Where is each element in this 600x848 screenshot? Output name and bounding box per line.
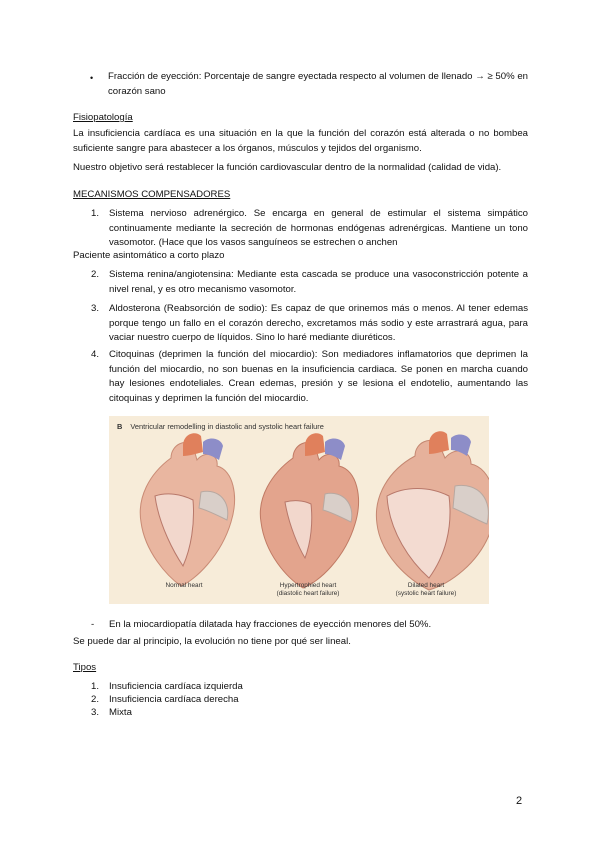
hearts-illustration (109, 416, 489, 604)
mecanismo-item-4: Citoquinas (deprimen la función del miocardio): Son mediadores inflamatorios que deprimen la función del miocardio, no son buenas en la insuficiencia cardiaca. Se ponen en marcha cuando hay lesiones endoteliales. Crean edemas, presión y se lesiona el endotelio, aumentando las citoquinas y deprimen la función del miocardio. (109, 349, 528, 404)
list-number: 1. (91, 208, 100, 219)
caption-line: (systolic heart failure) (395, 590, 457, 597)
list-number: 3. (91, 707, 100, 718)
tipo-item-3: Mixta (109, 707, 132, 718)
fisiopatologia-heading: Fisiopatología (73, 112, 133, 123)
mecanismo-item-3: Aldosterona (Reabsorción de sodio): Es capaz de que orinemos más o menos. Al tener edemas porque tengo un fallo en el corazón derecho, excretamos más sodio y este arrastrará agua, para vaciar nuestro cuerpo de líquidos. Sino lo haré mediante diuréticos. (109, 303, 528, 344)
mecanismo-item-1: Sistema nervioso adrenérgico. Se encarga en general de estimular el sistema simpático continuamente mediante la secreción de hormonas endógenas adrenérgicas. Mantiene un tono vasomotor. (Hace que los vasos sanguíneos se estrechen o anchen (109, 208, 528, 249)
caption-hypertrophied-heart (253, 582, 363, 598)
figure-label: B (117, 422, 123, 431)
caption-line: (diastolic heart failure) (276, 590, 340, 597)
dilated-heart-icon (376, 431, 489, 590)
fisiopatologia-paragraph-2: Nuestro objetivo será restablecer la función cardiovascular dentro de la normalidad (calidad de vida). (73, 162, 502, 173)
list-number: 3. (91, 303, 100, 314)
tipo-item-1: Insuficiencia cardíaca izquierda (109, 681, 243, 692)
list-number: 1. (91, 681, 100, 692)
page-number: 2 (516, 795, 523, 807)
list-number: 2. (91, 269, 100, 280)
asymptomatic-note: Paciente asintomático a corto plazo (73, 250, 225, 261)
mecanismos-heading: MECANISMOS COMPENSADORES (73, 189, 231, 200)
caption-dilated-heart (371, 582, 481, 598)
caption-normal-heart (129, 582, 239, 590)
evolution-note: Se puede dar al principio, la evolución no tiene por qué ser lineal. (73, 636, 351, 647)
caption-line: Dilated heart (407, 582, 445, 589)
normal-heart-icon (140, 433, 234, 586)
mecanismo-item-2: Sistema renina/angiotensina: Mediante esta cascada se produce una vasoconstricción potente a nivel renal, y es otro mecanismo vasomotor. (109, 269, 528, 295)
tipo-item-2: Insuficiencia cardíaca derecha (109, 694, 239, 705)
tipos-heading: Tipos (73, 662, 97, 673)
heart-remodelling-figure (109, 416, 489, 604)
list-number: 4. (91, 349, 100, 360)
caption-line: Normal heart (165, 582, 203, 589)
caption-line: Hypertrophied heart (279, 582, 337, 589)
fisiopatologia-paragraph-1: La insuficiencia cardíaca es una situación en la que la función del corazón está alterada o no bombea suficiente sangre para abastecer a los órganos, músculos y tejidos del organismo. (73, 128, 528, 154)
bullet-dot: • (90, 73, 94, 83)
list-number: 2. (91, 694, 100, 705)
hypertrophied-heart-icon (260, 433, 358, 588)
figure-title-text: Ventricular remodelling in diastolic and systolic heart failure (130, 422, 324, 431)
ejection-fraction-bullet: Fracción de eyección: Porcentaje de sangre eyectada respecto al volumen de llenado → ≥ 50% en corazón sano (108, 71, 528, 97)
dash-bullet: - (91, 619, 95, 630)
dilated-cardiomyopathy-note: En la miocardiopatía dilatada hay fracciones de eyección menores del 50%. (109, 619, 432, 630)
